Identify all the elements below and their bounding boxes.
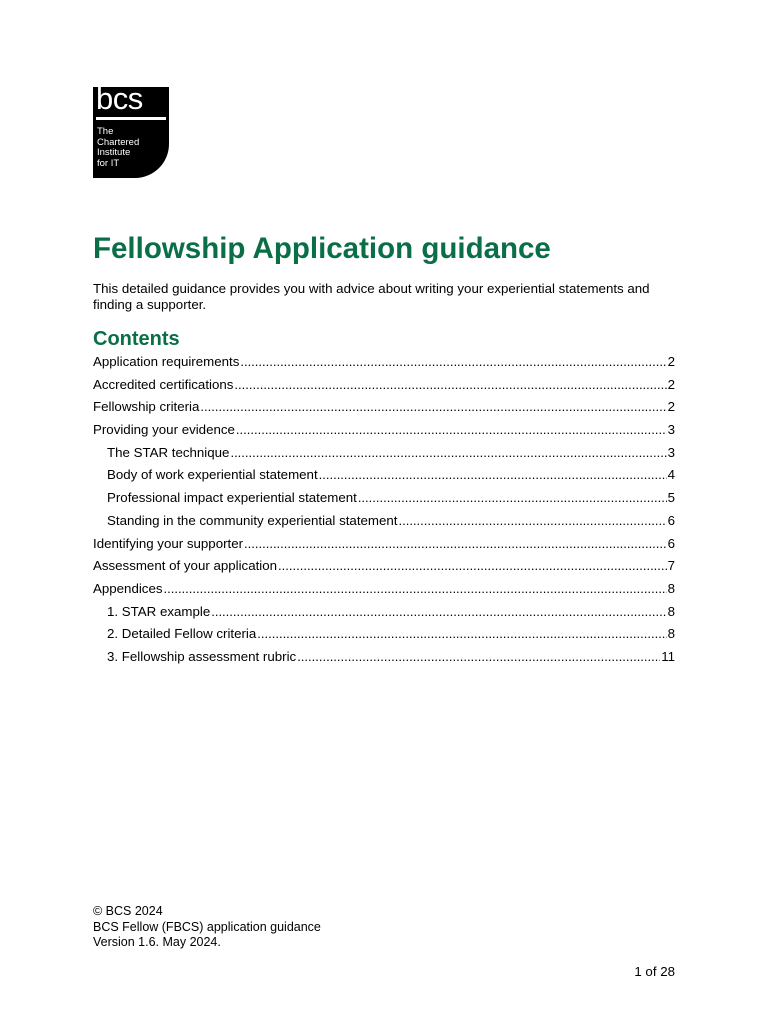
toc-entry-label: Fellowship criteria [93,399,200,415]
logo-mark: bcs [96,87,143,116]
footer-version: Version 1.6. May 2024. [93,935,221,949]
bcs-logo [93,87,169,178]
toc-entry-fellowship-criteria[interactable] [93,396,675,419]
toc-entry-page: 8 [667,580,675,596]
toc-entry-label: Body of work experiential statement [107,467,318,483]
toc-entry-page: 2 [667,399,675,415]
toc-entry-identifying-your-supporter[interactable] [93,533,675,556]
toc-entry-providing-your-evidence[interactable] [93,419,675,442]
contents-heading: Contents [93,328,180,350]
toc-entry-page: 8 [667,626,675,642]
logo-tagline-line: The [97,126,114,137]
toc-entry-standing-in-community-statement[interactable] [93,510,675,533]
toc-entry-page: 8 [667,603,675,619]
toc-leader-dots [244,533,667,556]
toc-entry-assessment-of-application[interactable] [93,555,675,578]
toc-leader-dots [211,601,666,624]
toc-leader-dots [240,351,666,374]
toc-entry-application-requirements[interactable] [93,351,675,374]
footer-copyright: © BCS 2024 [93,904,163,918]
toc-entry-page: 6 [667,535,675,551]
toc-leader-dots [319,464,667,487]
toc-leader-dots [164,578,667,601]
toc-entry-appendices[interactable] [93,578,675,601]
toc-leader-dots [257,623,666,646]
document-title: Fellowship Application guidance [93,232,551,265]
page-footer [93,904,321,951]
logo-tagline [97,127,157,169]
toc-entry-page: 4 [667,467,675,483]
toc-leader-dots [358,487,667,510]
toc-entry-label: Identifying your supporter [93,535,244,551]
toc-leader-dots [236,419,667,442]
toc-entry-page: 11 [661,648,675,664]
logo-underline [96,117,166,120]
toc-entry-page: 6 [667,512,675,528]
toc-entry-label: Application requirements [93,354,240,369]
toc-entry-label: Providing your evidence [93,422,235,438]
toc-entry-label: 1. STAR example [107,603,211,619]
page-number: 1 of 28 [634,964,675,979]
toc-entry-body-of-work-statement[interactable] [93,464,675,487]
toc-leader-dots [297,646,660,669]
toc-entry-label: Assessment of your application [93,558,278,574]
intro-paragraph: This detailed guidance provides you with advice about writing your experiential statements and finding a supporter. [93,281,650,312]
toc-entry-label: Appendices [93,580,163,596]
toc-entry-page: 3 [667,444,675,460]
toc-entry-accredited-certifications[interactable] [93,374,675,397]
toc-entry-star-example[interactable] [93,601,675,624]
toc-entry-label: Standing in the community experiential statement [107,512,398,528]
toc-entry-assessment-rubric[interactable] [93,646,675,669]
toc-leader-dots [230,442,666,465]
toc-entry-label: 3. Fellowship assessment rubric [107,648,297,664]
toc-leader-dots [200,396,666,419]
toc-entry-professional-impact-statement[interactable] [93,487,675,510]
logo-tagline-line: Institute [97,147,131,158]
toc-entry-page: 3 [667,422,675,438]
toc-entry-star-technique[interactable] [93,442,675,465]
toc-entry-label: Professional impact experiential statement [107,490,357,506]
toc-leader-dots [398,510,666,533]
table-of-contents [93,351,675,669]
toc-entry-detailed-fellow-criteria[interactable] [93,623,675,646]
toc-entry-page: 5 [667,490,675,506]
toc-entry-page: 2 [667,354,675,369]
toc-leader-dots [278,555,667,578]
logo-tagline-line: for IT [97,157,120,169]
toc-entry-label: The STAR technique [107,444,230,460]
toc-entry-page: 7 [667,558,675,574]
logo-tagline-line: Chartered [97,136,140,148]
toc-entry-page: 2 [667,376,675,392]
toc-entry-label: Accredited certifications [93,376,234,392]
toc-entry-label: 2. Detailed Fellow criteria [107,626,257,642]
toc-leader-dots [234,374,666,397]
footer-document-name: BCS Fellow (FBCS) application guidance [93,919,321,934]
